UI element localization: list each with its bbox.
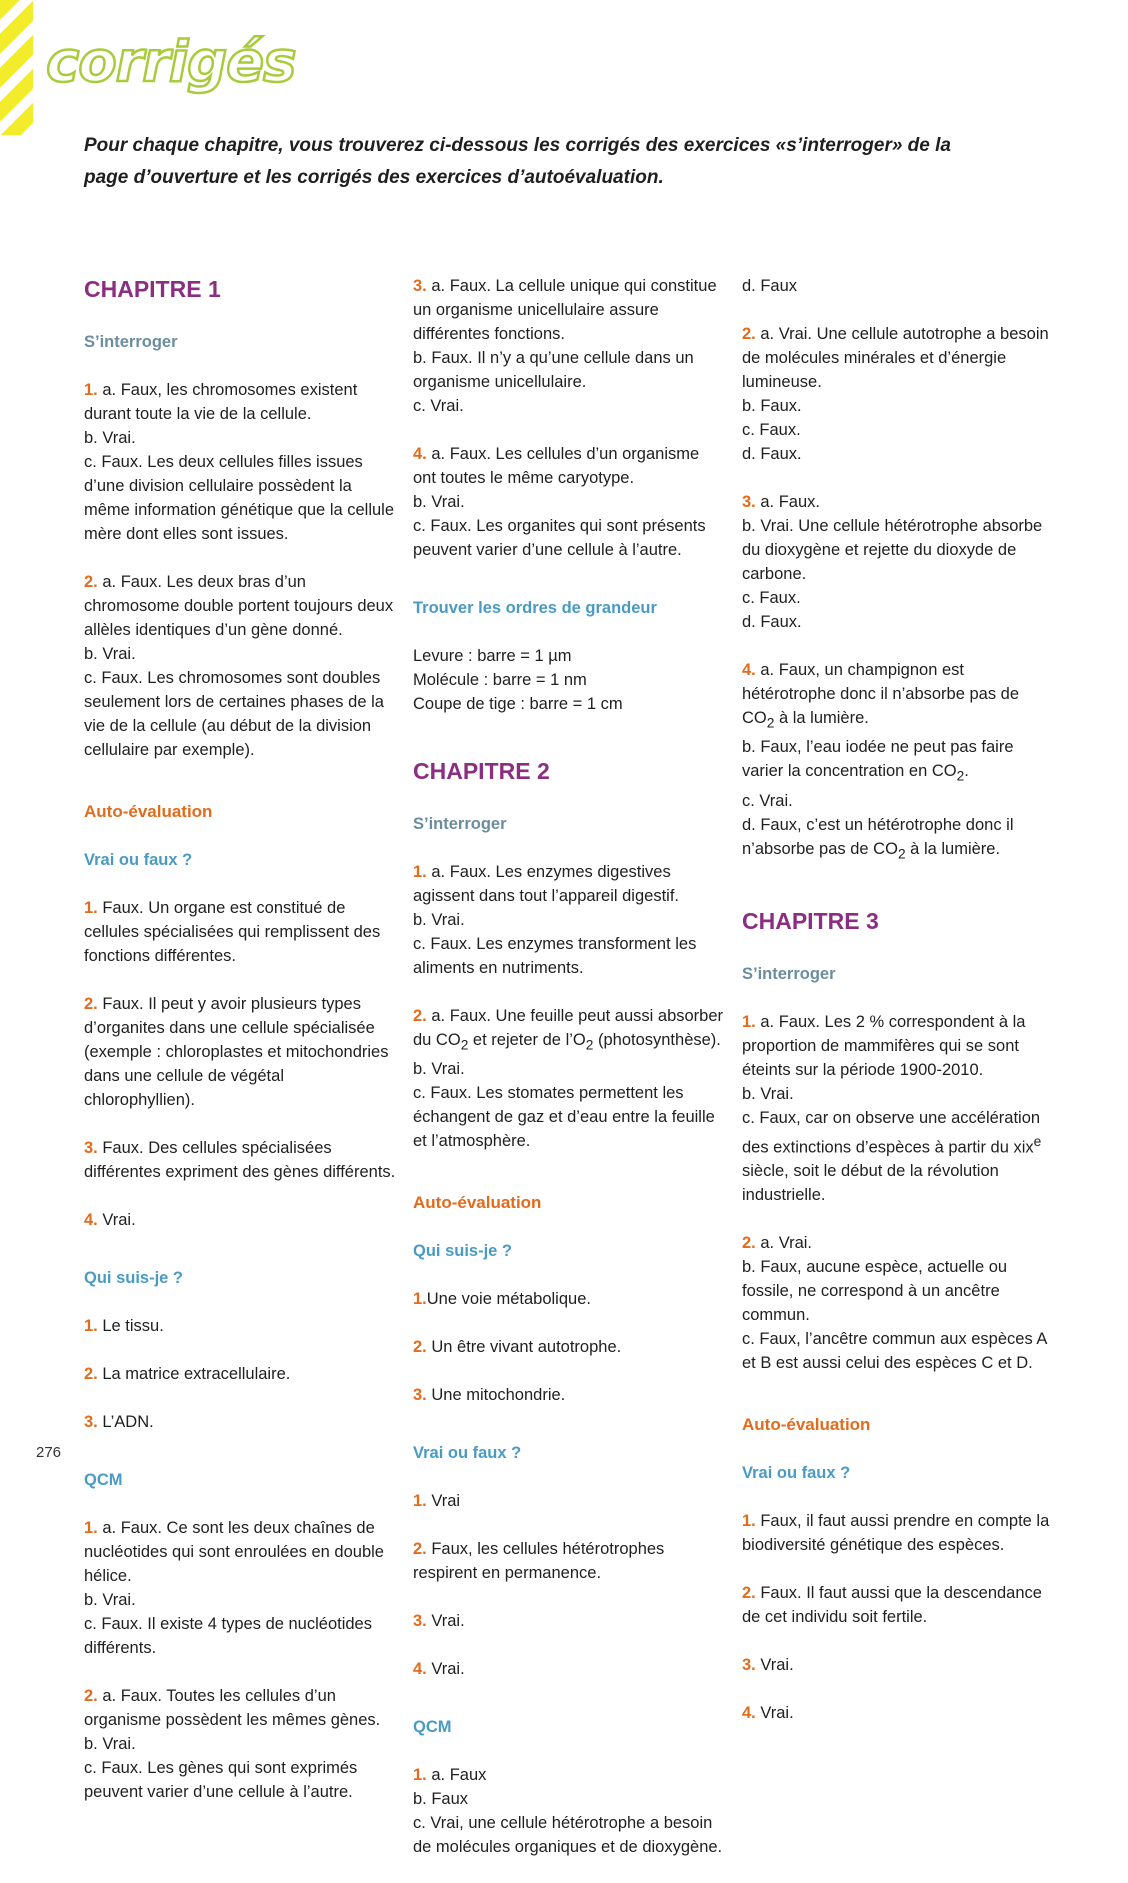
page-title: corrigés: [46, 30, 296, 95]
answer-item: 2. a. Faux. Les deux bras d’un chromosome double portent toujours deux allèles identiques d’un gène donné. b. Vrai. c. Faux. Les chromosomes sont doubles seulement lors de certaines phases de la vie de la cellule (au début de la division cellulaire par exemple).: [84, 573, 394, 759]
auto-evaluation-heading: Auto-évaluation: [413, 1193, 542, 1213]
qcm-heading: QCM: [413, 1718, 452, 1737]
vrai-ou-faux-heading: Vrai ou faux ?: [84, 851, 193, 869]
answer-item: 1. a. Faux. Les enzymes digestives agissent dans tout l’appareil digestif. b. Vrai. c. Faux. Les enzymes transforment les aliments en nutriments.: [413, 863, 697, 977]
vrai-ou-faux-heading: Vrai ou faux ?: [742, 1464, 851, 1483]
answer-item: 1. Faux. Un organe est constitué de cellules spécialisées qui remplissent des fonctions différentes.: [84, 899, 381, 965]
intro-paragraph: Pour chaque chapitre, vous trouverez ci-dessous les corrigés des exercices «s’interroger» de la page d’ouverture et les corrigés des exercices d’autoévaluation.: [84, 135, 951, 188]
answer-item: 4. a. Faux, un champignon est hétérotrophe donc il n’absorbe pas de $CO_2$ à la lumière. b. Faux, l’eau iodée ne peut pas faire varier la concentration en $CO_2$. c. Vrai. d. Faux, c’est un hétérotrophe donc il n’absorbe pas de $CO_2$ à la lumière.: [742, 661, 1020, 861]
answer-item: 1. Le tissu.: [84, 1317, 164, 1335]
column-2: [413, 250, 725, 1883]
column-1: [84, 250, 396, 1828]
chapter-1-heading: CHAPITRE 1: [84, 276, 221, 302]
answer-item: 3. Vrai.: [742, 1656, 794, 1675]
qcm-heading: QCM: [84, 1471, 123, 1489]
auto-evaluation-heading: Auto-évaluation: [742, 1415, 871, 1435]
answer-item: 4. Vrai.: [742, 1704, 794, 1723]
answer-item: 2. Un être vivant autotrophe.: [413, 1338, 622, 1357]
answer-item: 3. a. Faux. b. Vrai. Une cellule hétérotrophe absorbe du dioxygène et rejette du dioxyde de carbone. c. Faux. d. Faux.: [742, 493, 1043, 631]
ordres-de-grandeur-heading: Trouver les ordres de grandeur: [413, 599, 657, 617]
answer-item: 3. a. Faux. La cellule unique qui constitue un organisme unicellulaire assure différentes fonctions. b. Faux. Il n’y a qu’une cellule dans un organisme unicellulaire. c. Vrai.: [413, 277, 717, 415]
qui-suis-je-heading: Qui suis-je ?: [84, 1269, 184, 1287]
s-interroger-heading: S’interroger: [84, 333, 178, 351]
answer-item: 3. Vrai.: [413, 1612, 465, 1631]
answer-item: 1. a. Faux. Les 2 % correspondent à la proportion de mammifères qui se sont éteints sur la période 1900-2010. b. Vrai. c. Faux, car on observe une accélération des extinctions d’espèces à partir du xix$^e$ siècle, soit le début de la révolution industrielle.: [742, 1012, 1042, 1205]
qui-suis-je-heading: Qui suis-je ?: [413, 1242, 513, 1261]
answer-item: 3. Une mitochondrie.: [413, 1386, 566, 1405]
answer-item: 2. a. Vrai. b. Faux, aucune espèce, actuelle ou fossile, ne correspond à un ancêtre commun. c. Faux, l’ancêtre commun aux espèces A et B est aussi celui des espèces C et D.: [742, 1234, 1047, 1373]
s-interroger-heading: S’interroger: [413, 815, 507, 833]
answer-item: 2. La matrice extracellulaire.: [84, 1365, 291, 1383]
answer-item: 3. L’ADN.: [84, 1413, 154, 1431]
answer-item: 1.Une voie métabolique.: [413, 1290, 591, 1309]
answer-item: 2. a. Vrai. Une cellule autotrophe a besoin de molécules minérales et d’énergie lumineuse. b. Faux. c. Faux. d. Faux.: [742, 325, 1049, 463]
answer-item: 1. a. Faux, les chromosomes existent durant toute la vie de la cellule. b. Vrai. c. Faux. Les deux cellules filles issues d’une division cellulaire possèdent la même information génétique que la cellule mère dont elles sont issues.: [84, 381, 395, 543]
answer-item: 1. Vrai: [413, 1492, 461, 1511]
answer-item: 2. Faux. Il faut aussi que la descendance de cet individu soit fertile.: [742, 1584, 1042, 1627]
corner-stripe-decoration: [0, 0, 33, 135]
answer-item: 4. Vrai.: [84, 1211, 136, 1229]
ordres-de-grandeur-text: Levure : barre = 1 µm Molécule : barre = 1 nm Coupe de tige : barre = 1 cm: [413, 647, 623, 713]
column-3: [742, 250, 1054, 1749]
answer-item: 2. Faux. Il peut y avoir plusieurs types d’organites dans une cellule spécialisée (exemple : chloroplastes et mitochondries dans une cellule de végétal chlorophyllien).: [84, 995, 389, 1109]
answer-item: 2. a. Faux. Toutes les cellules d’un organisme possèdent les mêmes gènes. b. Vrai. c. Faux. Les gènes qui sont exprimés peuvent varier d’une cellule à l’autre.: [84, 1687, 381, 1801]
answer-item: d. Faux: [742, 277, 798, 295]
answer-item: 2. a. Faux. Une feuille peut aussi absorber du $CO_2$ et rejeter de $l’O_2$ (photosynthèse). b. Vrai. c. Faux. Les stomates permettent les échangent de gaz et d’eau entre la feuille et l’atmosphère.: [413, 1007, 724, 1151]
answer-item: 1. a. Faux. Ce sont les deux chaînes de nucléotides qui sont enroulées en double hélice. b. Vrai. c. Faux. Il existe 4 types de nucléotides différents.: [84, 1519, 384, 1657]
answer-item: 2. Faux, les cellules hétérotrophes respirent en permanence.: [413, 1540, 665, 1583]
page-number: 276: [36, 1444, 62, 1461]
chapter-3-heading: CHAPITRE 3: [742, 907, 879, 934]
auto-evaluation-heading: Auto-évaluation: [84, 802, 213, 821]
chapter-2-heading: CHAPITRE 2: [413, 758, 550, 784]
vrai-ou-faux-heading: Vrai ou faux ?: [413, 1444, 522, 1463]
answer-item: 1. a. Faux b. Faux c. Vrai, une cellule hétérotrophe a besoin de molécules organiques et de dioxygène.: [413, 1766, 723, 1857]
answer-item: 1. Faux, il faut aussi prendre en compte la biodiversité génétique des espèces.: [742, 1512, 1050, 1555]
answer-item: 4. a. Faux. Les cellules d’un organisme ont toutes le même caryotype. b. Vrai. c. Faux. Les organites qui sont présents peuvent varier d’une cellule à l’autre.: [413, 445, 706, 559]
s-interroger-heading: S’interroger: [742, 964, 836, 983]
answer-item: 4. Vrai.: [413, 1660, 465, 1679]
answer-item: 3. Faux. Des cellules spécialisées différentes expriment des gènes différents.: [84, 1139, 396, 1181]
